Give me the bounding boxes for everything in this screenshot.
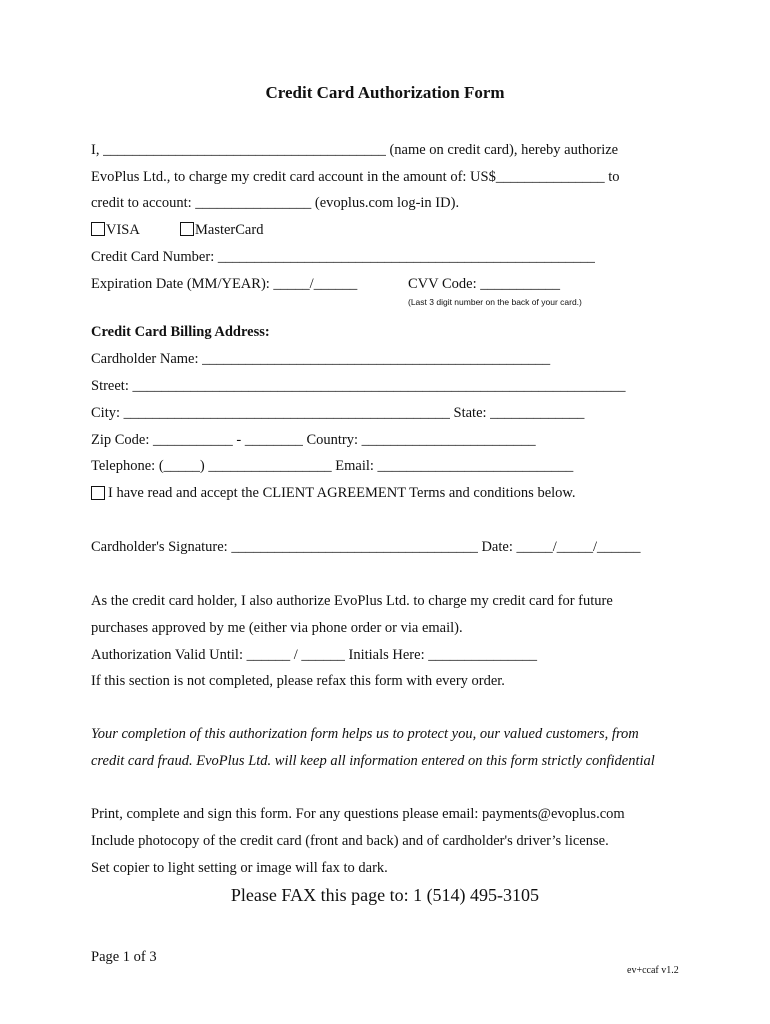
name-authorization-line: I, _______________________________________ (name on credit card), hereby authorize	[91, 142, 619, 158]
visa-label: VISA	[106, 222, 140, 238]
signature-date-line: Cardholder's Signature: __________________________________ Date: _____/_____/______	[91, 539, 641, 555]
instructions-line-1: Print, complete and sign this form. For any questions please email: payments@evoplus.com	[91, 806, 625, 822]
cvv-line: CVV Code: ___________	[408, 276, 560, 292]
telephone-email-line: Telephone: (_____) _________________ Email: ___________________________	[91, 458, 574, 474]
zip-country-line: Zip Code: ___________ - ________ Country: ________________________	[91, 432, 536, 448]
authorization-valid-line: Authorization Valid Until: ______ / ______ Initials Here: _______________	[91, 647, 537, 663]
mastercard-checkbox[interactable]	[180, 222, 194, 236]
future-purchases-line-2: purchases approved by me (either via phone order or via email).	[91, 620, 463, 636]
account-line: credit to account: ________________ (evoplus.com log-in ID).	[91, 195, 460, 211]
city-state-line: City: _____________________________________________ State: _____________	[91, 405, 585, 421]
agreement-text: I have read and accept the CLIENT AGREEMENT Terms and conditions below.	[108, 485, 576, 501]
billing-heading: Credit Card Billing Address:	[91, 324, 270, 340]
amount-line: EvoPlus Ltd., to charge my credit card account in the amount of: US$_______________ to	[91, 169, 620, 185]
visa-checkbox[interactable]	[91, 222, 105, 236]
future-purchases-line-1: As the credit card holder, I also authorize EvoPlus Ltd. to charge my credit card for future	[91, 593, 613, 609]
agreement-checkbox[interactable]	[91, 486, 105, 500]
card-number-line: Credit Card Number: ____________________________________________________	[91, 249, 595, 265]
cardholder-name-line: Cardholder Name: ________________________________________________	[91, 351, 551, 367]
expiration-line: Expiration Date (MM/YEAR): _____/______	[91, 276, 358, 292]
instructions-line-2: Include photocopy of the credit card (front and back) and of cardholder's driver’s license.	[91, 833, 609, 849]
fax-instruction: Please FAX this page to: 1 (514) 495-3105	[230, 885, 540, 905]
confidentiality-line-1: Your completion of this authorization form helps us to protect you, our valued customers, from	[91, 726, 639, 742]
mastercard-label: MasterCard	[195, 222, 264, 238]
street-line: Street: ____________________________________________________________________	[91, 378, 626, 394]
form-title: Credit Card Authorization Form	[265, 83, 505, 102]
confidentiality-line-2: credit card fraud. EvoPlus Ltd. will keep all information entered on this form strictly confidential	[91, 753, 655, 769]
form-version: ev+ccaf v1.2	[627, 965, 679, 976]
cvv-note: (Last 3 digit number on the back of your card.)	[408, 297, 582, 307]
instructions-line-3: Set copier to light setting or image will fax to dark.	[91, 860, 388, 876]
refax-notice: If this section is not completed, please refax this form with every order.	[91, 673, 505, 689]
page-number: Page 1 of 3	[91, 949, 157, 965]
